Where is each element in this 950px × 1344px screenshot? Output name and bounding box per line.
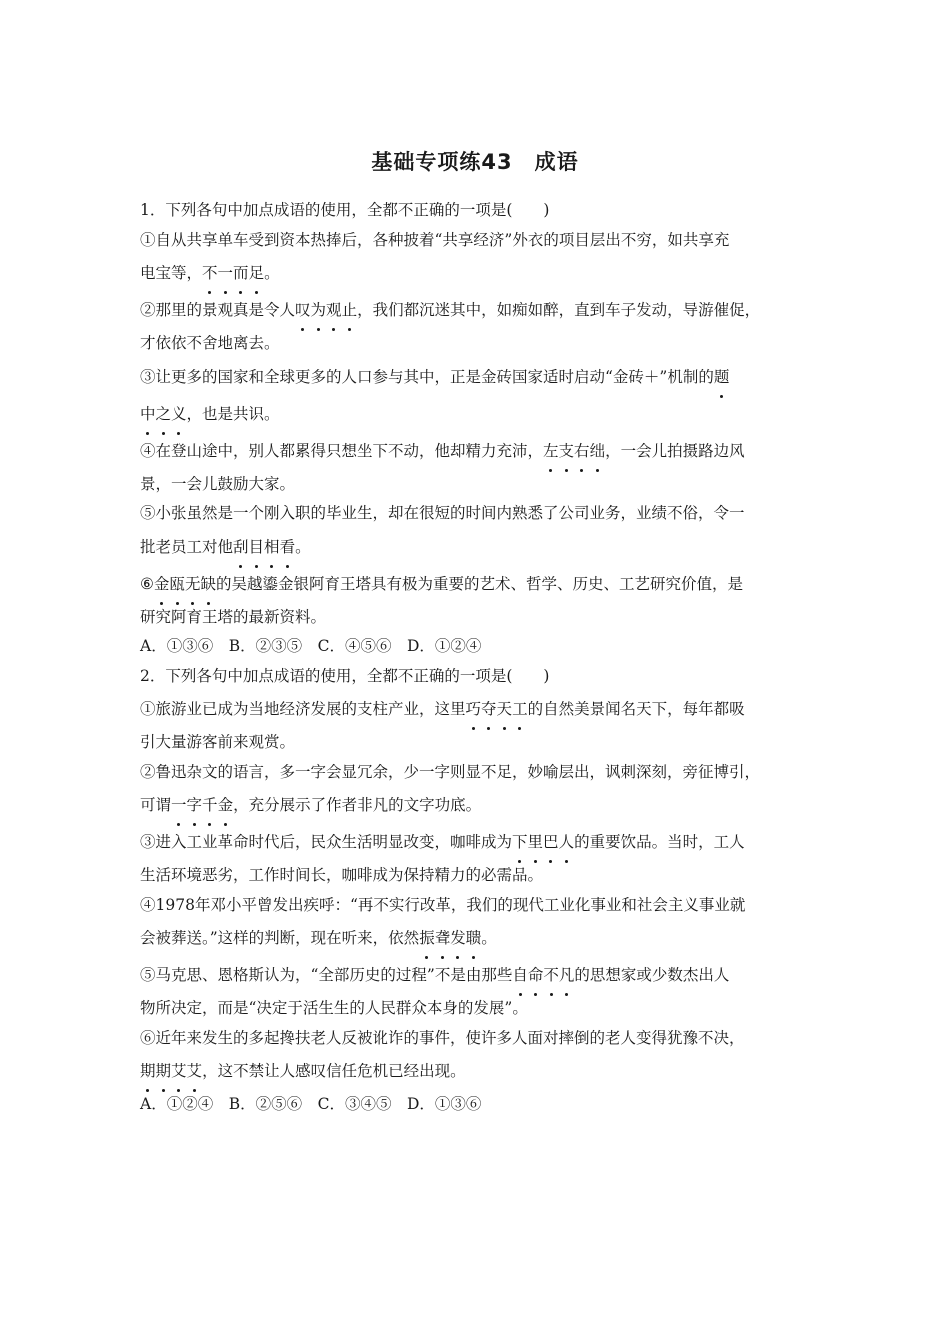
statement-text: 景，一会儿鼓励大家。 [140,474,296,493]
statement-text: 的吴越鎏金银阿育王塔具有极为重要的艺术、哲学、历史、工艺研究价值，是 [215,574,743,593]
statement-line [140,1024,820,1054]
statement-text: ，我们都沉迷其中，如痴如醉，直到车子发动，导游催促， [357,301,761,319]
statement-text: ①自从共享单车受到资本热捧后，各种披着“共享经济”外衣的项目层出不穷，如共享充 [140,230,730,249]
statement-text: ，充分展示了作者非凡的文字功底。 [233,796,482,814]
statement-line [140,359,820,396]
dotted-idiom: 巧夺天工 [466,700,528,718]
statement-line [140,787,820,824]
answer-options: A．①②④ B．②⑤⑥ C．③④⑤ D．①③⑥ [140,1095,482,1113]
statement-text: 电宝等， [140,264,203,282]
dotted-idiom: 叹为观止 [295,301,357,319]
statement-line [140,691,820,728]
statement-text: ⑥近年来发生的多起搀扶老人反被讹诈的事件，使许多人面对摔倒的老人变得犹豫不决， [140,1028,745,1047]
statement-text: ①旅游业已成为当地经济发展的支柱产业，这里 [140,700,466,718]
statement-line [140,957,820,994]
dotted-idiom: 下里巴人 [512,833,574,851]
question-stem: 2．下列各句中加点成语的使用，全都不正确的一项是( ) [140,666,550,685]
statement-text: ，一会儿拍摄路边风 [605,441,745,460]
statement-text: 的思想家或少数杰出人 [574,966,730,984]
statement-line [140,824,820,861]
statement-text: ③进入工业革命时代后，民众生活明显改变，咖啡成为 [140,833,513,851]
question-stem: 1．下列各句中加点成语的使用，全都不正确的一项是( ) [140,201,550,219]
statement-line [140,920,820,957]
statement-text: 才依依不舍地离去。 [140,334,280,352]
dotted-idiom: 期期艾艾 [140,1062,202,1080]
dotted-idiom: 自命不凡 [512,966,574,984]
statement-text: ④1978年邓小平曾发出疾呼：“再不实行改革，我们的现代工业化事业和社会主义事业就 [140,895,746,914]
statement-text: ⑤小张虽然是一个刚入职的毕业生，却在很短的时间内熟悉了公司业务，业绩不俗，令一 [140,504,745,522]
statement-line [140,861,820,891]
dotted-idiom: 刮目相看 [233,538,295,556]
statement-line [140,1053,820,1090]
statement-line [140,292,820,329]
statement-text: 引大量游客前来观赏。 [140,733,296,751]
statement-line [140,255,820,292]
statement-line [140,470,820,500]
dotted-idiom: 一字千金 [171,796,233,814]
statement-text: ④在登山途中，别人都累得只想坐下不动，他却精力充沛， [140,441,544,460]
answer-options: A．①③⑥ B．②③⑤ C．④⑤⑥ D．①②④ [140,637,482,655]
statement-text: ②那里的景观真是令人 [140,301,296,319]
statement-text: ，这不禁让人感叹信任危机已经出现。 [202,1062,466,1080]
statement-line [140,226,820,256]
statement-line [140,529,820,566]
statement-text: ②鲁迅杂文的语言，多一字会显冗余，少一字则显不足，妙喻层出，讽刺深刻，旁征博引， [140,762,761,781]
statement-text: 会被葬送。”这样的判断，现在听来，依然 [140,929,420,947]
statement-text: ⑤马克思、恩格斯认为，“全部历史的过程”不是由那些 [140,966,513,984]
statement-line [140,329,820,359]
statement-text: 生活环境恶劣，工作时间长，咖啡成为保持精力的必需品。 [140,866,544,884]
statement-line [140,758,820,788]
statement-text: 可谓 [140,796,172,814]
statement-line [140,891,820,921]
dotted-idiom: 中之义 [140,405,187,423]
statement-line [140,433,820,470]
dotted-idiom: 振聋发聩 [419,929,481,947]
statement-text: 。 [264,264,280,282]
statement-line [140,499,820,529]
page-title: 基础专项练43 成语 [371,150,579,174]
statement-text: 。 [481,929,497,947]
statement-text: 的重要饮品。当时，工人 [574,833,745,851]
statement-line [140,994,820,1024]
dotted-idiom: 左支右绌 [543,442,605,460]
statement-text: 研究阿育王塔的最新资料。 [140,607,327,626]
statement-text: ⑥ [140,574,154,593]
statement-text: 物所决定，而是“决定于活生生的人民群众本身的发展”。 [140,999,528,1017]
statement-text: ③让更多的国家和全球更多的人口参与其中，正是金砖国家适时启动“金砖＋”机制的 [140,367,714,386]
statement-text: 批老员工对他 [140,537,234,556]
statement-line [140,603,820,633]
question-content [140,196,820,1120]
statement-text: 。 [295,537,311,556]
statement-line [140,396,820,433]
statement-line [140,566,820,603]
statement-line [140,728,820,758]
dotted-idiom: 不一而足 [202,264,264,282]
statement-text: 的自然美景闻名天下，每年都吸 [527,700,745,718]
dotted-idiom: 题 [714,368,730,386]
statement-text: ，也是共识。 [186,404,280,423]
dotted-idiom: 金瓯无缺 [154,575,216,593]
